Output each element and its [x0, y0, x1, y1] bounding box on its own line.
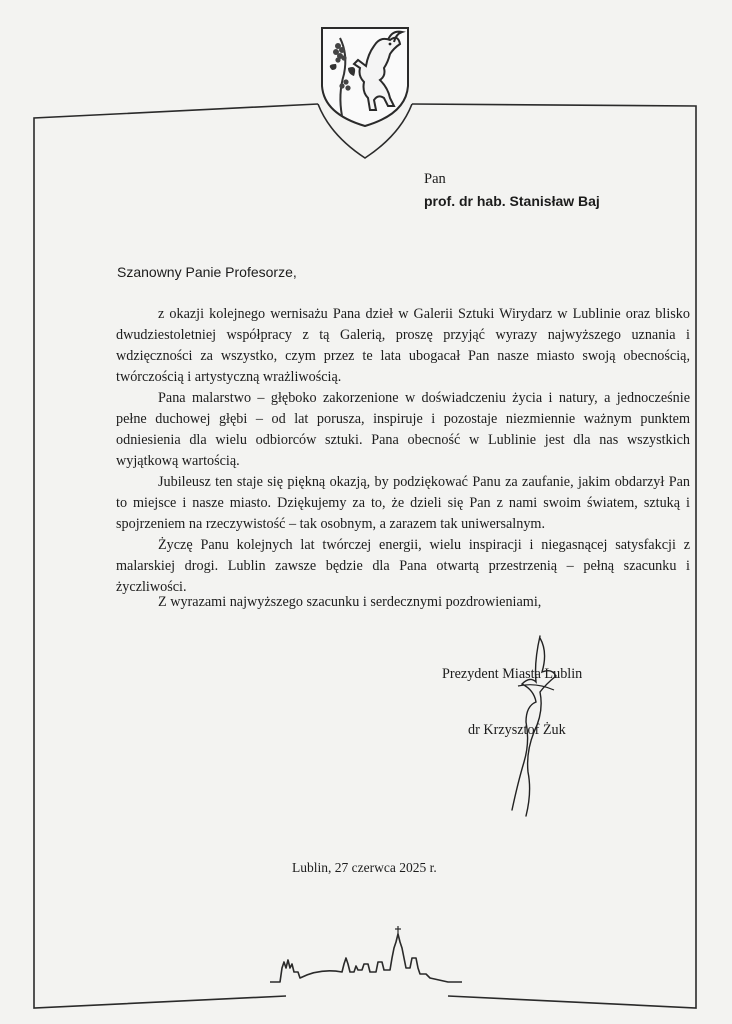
signer-name: dr Krzysztof Żuk: [468, 722, 566, 738]
lublin-coat-of-arms-icon: [318, 24, 412, 128]
addressee-title: Pan: [424, 171, 446, 187]
paragraph-2: Pana malarstwo – głęboko zakorzenione w doświadczeniu życia i natury, a jednocześnie pełne duchowej głębi – od lat porusza, inspiruje i pozostaje niezmiennie ważnym punktem odniesienia dla wielu odbiorców sztuki. Pana obecność w Lublinie jest dla nas wszystkich wyjątkową wartością.: [116, 390, 690, 469]
addressee-name: prof. dr hab. Stanisław Baj: [424, 193, 600, 209]
salutation: Szanowny Panie Profesorze,: [117, 264, 297, 280]
addressee-block: [424, 168, 600, 212]
letter-body: [116, 304, 690, 598]
lublin-skyline-icon: [270, 924, 462, 984]
closing-line: Z wyrazami najwyższego szacunku i serdecznymi pozdrowieniami,: [158, 594, 542, 610]
paragraph-3: Jubileusz ten staje się piękną okazją, by podziękować Panu za zaufanie, jakim obdarzył Pan to miejsce i nasze miasto. Dziękujemy za to, że dzieli się Pan z nami swoim światem, sztuką i spojrzeniem na rzeczywistość – tak osobnym, a zarazem tak uniwersalnym.: [116, 474, 690, 532]
handwritten-signature: [496, 632, 566, 822]
place-and-date: Lublin, 27 czerwca 2025 r.: [292, 860, 437, 875]
signer-title: Prezydent Miasta Lublin: [442, 666, 583, 682]
paragraph-1: z okazji kolejnego wernisażu Pana dzieł w Galerii Sztuki Wirydarz w Lublinie oraz blisko dwudziestoletniej współpracy z tą Galerią, proszę przyjąć wyrazy najwyższego uznania i wdzięczności za wszystko, czym przez te lata ubogacał Pan nasze miasto swoją obecnością, twórczością i artystyczną wrażliwością.: [116, 306, 690, 385]
paragraph-4: Życzę Panu kolejnych lat twórczej energii, wielu inspiracji i niegasnącej satysfakcji z malarskiej drogi. Lublin zawsze będzie dla Pana otwartą przestrzenią – pełną szacunku i życzliwości.: [116, 537, 690, 595]
